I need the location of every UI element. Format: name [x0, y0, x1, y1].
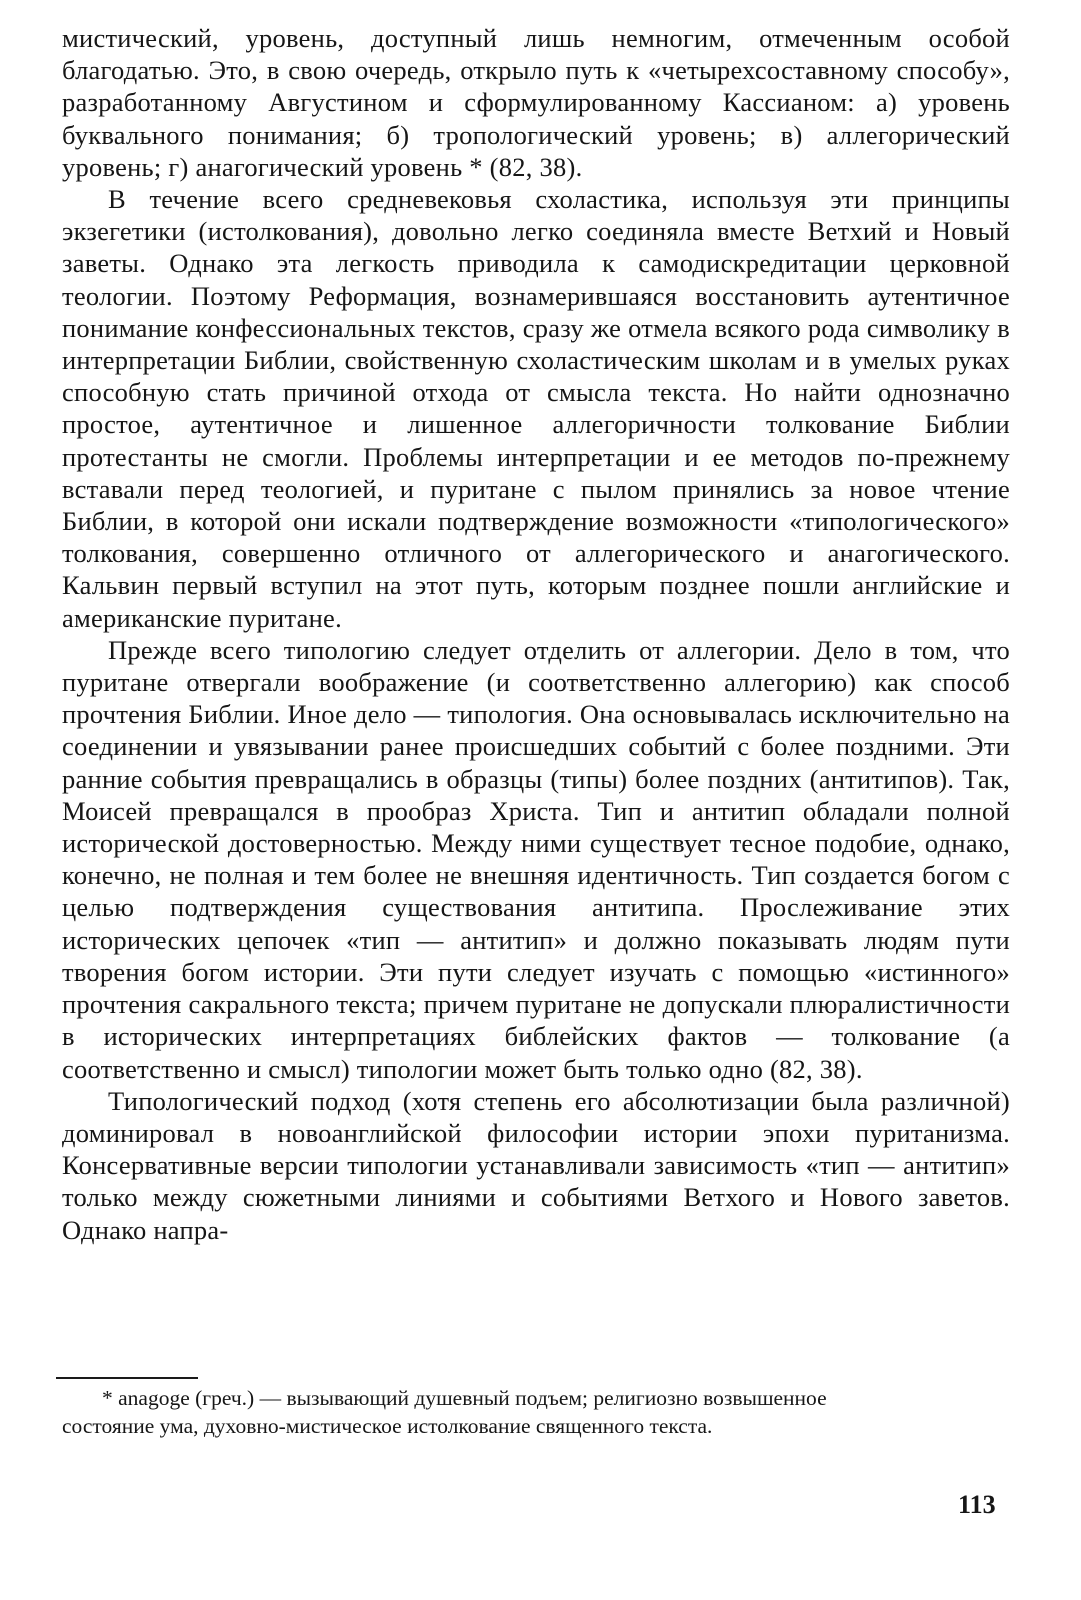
footnote-divider — [56, 1377, 198, 1379]
paragraph-1: мистический, уровень, доступный лишь немногим, отмеченным особой благодатью. Это, в свою очередь, открыло путь к «четырехсоставному способу», разработанному Августином и сформулированному Кассианом: а) уровень буквального понимания; б) тропологический уровень; в) аллегорический уровень; г) анагогический уровень * (82, 38). — [62, 23, 1010, 182]
paragraph-3: Прежде всего типологию следует отделить от аллегории. Дело в том, что пуритане отвергали воображение (и соответственно аллегорию) как способ прочтения Библии. Иное дело — типология. Она основывалась исключительно на соединении и увязывании ранее происшедших событий с более поздними. Эти ранние события превращались в образцы (типы) более поздних (антитипов). Так, Моисей превращался в прообраз Христа. Тип и антитип обладали полной исторической достоверностью. Между ними существует тесное подобие, однако, конечно, не полная и тем более не внешняя идентичность. Тип создается богом с целью подтверждения существования антитипа. Прослеживание этих исторических цепочек «тип — антитип» и должно показывать людям пути творения богом истории. Эти пути следует изучать с помощью «истинного» прочтения сакрального текста; причем пуритане не допускали плюралистичности в исторических интерпретациях библейских фактов — толкование (а соответственно и смысл) типологии может быть только одно (82, 38). — [62, 634, 1010, 1084]
footnote-line-1: * anagoge (греч.) — вызывающий душевный подъем; религиозно возвышенное — [102, 1386, 827, 1410]
footnote-line-2: состояние ума, духовно-мистическое истолкование священного текста. — [62, 1414, 713, 1438]
paragraph-4: Типологический подход (хотя степень его абсолютизации была различной) доминировал в новоанглийской философии истории эпохи пуританизма. Консервативные версии типологии устанавливали зависимость «тип — антитип» только между сюжетными линиями и событиями Ветхого и Нового заветов. Однако напра- — [62, 1085, 1010, 1245]
page-number: 113 — [958, 1490, 996, 1519]
page-body — [62, 22, 1010, 1246]
paragraph-2: В течение всего средневековья схоластика, используя эти принципы экзегетики (истолкования), довольно легко соединяла вместе Ветхий и Новый заветы. Однако эта легкость приводила к самодискредитации церковной теологии. Поэтому Реформация, вознамерившаяся восстановить аутентичное понимание конфессиональных текстов, сразу же отмела всякого рода символику в интерпретации Библии, свойственную схоластическим школам и в умелых руках способную стать причиной отхода от смысла текста. Но найти однозначно простое, аутентичное и лишенное аллегоричности толкование Библии протестанты не смогли. Проблемы интерпретации и ее методов по-прежнему вставали перед теологией, и пуритане с пылом принялись за новое чтение Библии, в которой они искали подтверждение возможности «типологического» толкования, совершенно отличного от аллегорического и анагогического. Кальвин первый вступил на этот путь, которым позднее пошли английские и американские пуритане. — [62, 184, 1010, 633]
footnote — [62, 1384, 1010, 1440]
